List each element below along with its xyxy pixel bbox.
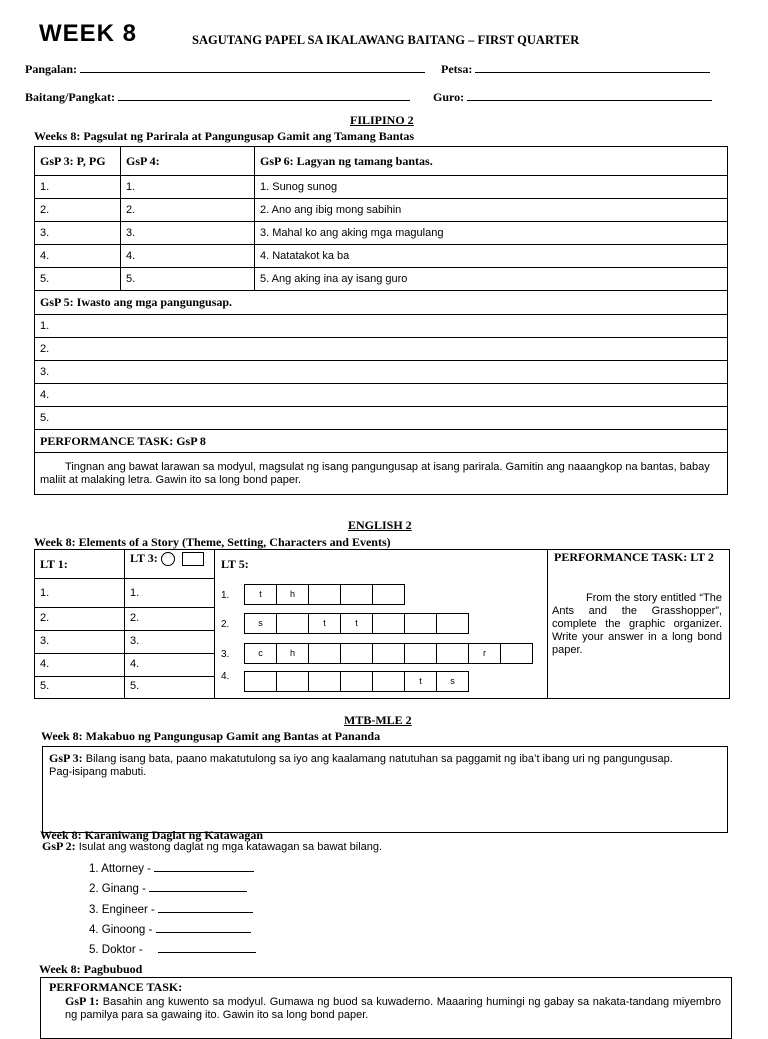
abbr-item	[89, 901, 253, 916]
mtb-week-title: Week 8: Makabuo ng Pangungusap Gamit ang Bantas at Pananda	[41, 729, 381, 743]
lt1-item[interactable]: 3.	[40, 635, 50, 647]
abbr-term: 5. Doktor -	[89, 944, 143, 956]
gsp3-box[interactable]	[42, 746, 728, 833]
answer-cell[interactable]: 2.	[121, 199, 255, 222]
letter-box[interactable]	[308, 671, 341, 692]
filipino-pt-text: Tingnan ang bawat larawan sa modyul, magsulat ng isang pangungusap at isang parirala. Gamitin ang naaangkop na bantas, babay maliit at malaking letra. Gawin ito sa long bond paper.	[35, 453, 728, 495]
abbr-item	[89, 860, 254, 875]
word-num: 4.	[221, 671, 230, 682]
sentence-cell[interactable]: 1. Sunog sunog	[255, 176, 728, 199]
lt1-item[interactable]: 2.	[40, 612, 50, 624]
col-gsp6: GsP 6: Lagyan ng tamang bantas.	[255, 147, 728, 176]
letter-box[interactable]	[436, 613, 469, 634]
lt3-item[interactable]: 4.	[130, 658, 140, 670]
letter-box[interactable]: c	[244, 643, 277, 664]
word-row	[221, 671, 469, 692]
filipino-subject: FILIPINO 2	[350, 113, 414, 127]
gsp2-text: Isulat ang wastong daglat ng mga katawagan sa bawat bilang.	[78, 841, 383, 853]
letter-box[interactable]	[372, 671, 405, 692]
table-row	[35, 176, 728, 199]
english-grid	[34, 549, 730, 699]
lt5-label: LT 5:	[221, 557, 249, 571]
mtb-week3-title: Week 8: Pagbubuod	[39, 962, 143, 976]
divider	[35, 578, 215, 579]
gsp1-block	[65, 995, 721, 1022]
letter-box[interactable]: t	[404, 671, 437, 692]
gsp2-label: GsP 2:	[42, 839, 76, 853]
grade-section-field[interactable]	[25, 89, 410, 105]
word-row	[221, 613, 469, 634]
mtb-subject: MTB-MLE 2	[344, 713, 412, 727]
grade-section-line[interactable]	[118, 89, 410, 101]
divider	[35, 676, 215, 677]
letter-box[interactable]: t	[340, 613, 373, 634]
abbr-item	[89, 941, 256, 956]
sheet-title: SAGUTANG PAPEL SA IKALAWANG BAITANG – FIRST QUARTER	[192, 33, 580, 47]
date-line[interactable]	[475, 61, 710, 73]
table-row	[35, 222, 728, 245]
answer-cell[interactable]: 3.	[121, 222, 255, 245]
col-gsp4: GsP 4:	[121, 147, 255, 176]
letter-box[interactable]	[308, 643, 341, 664]
filipino-week-title: Weeks 8: Pagsulat ng Parirala at Pangungusap Gamit ang Tamang Bantas	[34, 129, 415, 143]
correction-line[interactable]: 5.	[35, 407, 728, 430]
grade-section-label: Baitang/Pangkat:	[25, 90, 116, 104]
letter-box[interactable]: r	[468, 643, 501, 664]
letter-box[interactable]	[372, 613, 405, 634]
gsp5-title: GsP 5: Iwasto ang mga pangungusap.	[35, 291, 728, 315]
english-pt-title: PERFORMANCE TASK: LT 2	[554, 550, 714, 564]
mtb-week2-title: Week 8: Karaniwang Daglat ng Katawagan	[40, 828, 264, 842]
mtb-pt-title: PERFORMANCE TASK:	[49, 980, 183, 994]
word-num: 2.	[221, 619, 230, 631]
teacher-label: Guro:	[433, 90, 465, 104]
lt3-item[interactable]: 2.	[130, 612, 140, 624]
lt1-label: LT 1:	[40, 557, 68, 571]
teacher-field[interactable]	[433, 89, 712, 105]
answer-cell[interactable]: 1.	[121, 176, 255, 199]
answer-cell[interactable]: 4.	[121, 245, 255, 268]
name-field[interactable]	[25, 61, 425, 77]
letter-box[interactable]	[340, 643, 373, 664]
gsp3-text: Bilang isang bata, paano makatutulong sa iyo ang kaalamang natutuhan sa paggamit ng iba’t ibang uri ng pangungusap. Pag-isipang mabuti.	[49, 753, 673, 778]
divider	[547, 550, 548, 698]
correction-line[interactable]: 4.	[35, 384, 728, 407]
table-row	[35, 199, 728, 222]
abbr-item	[89, 880, 247, 895]
abbr-item	[89, 921, 251, 936]
sentence-cell[interactable]: 5. Ang aking ina ay isang guro	[255, 268, 728, 291]
gsp1-text: Basahin ang kuwento sa modyul. Gumawa ng buod sa kuwaderno. Maaaring humingi ng gabay sa nakata-tandang miyembro ng pamilya para sa gawaing ito. Gawin ito sa long bond paper.	[65, 996, 721, 1021]
answer-cell[interactable]: 3.	[35, 222, 121, 245]
answer-cell[interactable]: 1.	[35, 176, 121, 199]
letter-box[interactable]	[244, 671, 277, 692]
letter-box[interactable]	[276, 613, 309, 634]
lt1-item[interactable]: 5.	[40, 680, 50, 692]
answer-line[interactable]	[154, 860, 254, 872]
abbr-term: 2. Ginang -	[89, 883, 146, 895]
sentence-cell[interactable]: 3. Mahal ko ang aking mga magulang	[255, 222, 728, 245]
answer-line[interactable]	[156, 921, 251, 933]
gsp3-label: GsP 3:	[49, 751, 83, 765]
letter-box[interactable]	[436, 643, 469, 664]
answer-line[interactable]	[158, 901, 253, 913]
filipino-pt-title: PERFORMANCE TASK: GsP 8	[35, 430, 728, 453]
word-row	[221, 584, 405, 605]
date-field[interactable]	[441, 61, 710, 77]
word-num: 1.	[221, 590, 230, 602]
square-icon	[182, 552, 204, 566]
date-label: Petsa:	[441, 62, 473, 76]
answer-cell[interactable]: 5.	[121, 268, 255, 291]
word-num: 3.	[221, 649, 230, 661]
lt3-header	[130, 551, 204, 566]
summary-task-box	[40, 977, 732, 1039]
letter-box[interactable]	[372, 584, 405, 605]
divider	[35, 630, 215, 631]
answer-cell[interactable]: 2.	[35, 199, 121, 222]
gsp2-block	[42, 840, 382, 854]
name-label: Pangalan:	[25, 62, 78, 76]
answer-cell[interactable]: 4.	[35, 245, 121, 268]
letter-box[interactable]	[372, 643, 405, 664]
lt3-item[interactable]: 1.	[130, 587, 140, 599]
answer-line[interactable]	[149, 880, 247, 892]
english-pt-text: From the story entitled “The Ants and the Grasshopper”, complete the graphic organizer. Write your answer in a long bond paper.	[552, 592, 722, 656]
letter-box[interactable]: h	[276, 584, 309, 605]
letter-box[interactable]	[500, 643, 533, 664]
abbr-term: 1. Attorney -	[89, 863, 152, 875]
letter-box[interactable]: h	[276, 643, 309, 664]
lt1-item[interactable]: 4.	[40, 658, 50, 670]
lt1-item[interactable]: 1.	[40, 587, 50, 599]
sentence-cell[interactable]: 2. Ano ang ibig mong sabihin	[255, 199, 728, 222]
letter-box[interactable]: s	[244, 613, 277, 634]
word-row	[221, 643, 533, 664]
answer-line[interactable]	[158, 941, 256, 953]
divider	[35, 607, 215, 608]
letter-box[interactable]	[276, 671, 309, 692]
correction-line[interactable]: 2.	[35, 338, 728, 361]
english-week-title: Week 8: Elements of a Story (Theme, Setting, Characters and Events)	[34, 535, 391, 549]
lt3-label: LT 3:	[130, 551, 158, 565]
lt3-item[interactable]: 5.	[130, 680, 140, 692]
letter-box[interactable]: t	[308, 613, 341, 634]
letter-box[interactable]	[308, 584, 341, 605]
correction-line[interactable]: 1.	[35, 315, 728, 338]
gsp1-label: GsP 1:	[65, 994, 100, 1008]
week-heading: WEEK 8	[39, 20, 138, 47]
name-line[interactable]	[80, 61, 425, 73]
answer-cell[interactable]: 5.	[35, 268, 121, 291]
letter-box[interactable]	[404, 613, 437, 634]
abbr-term: 4. Ginoong -	[89, 924, 153, 936]
correction-line[interactable]: 3.	[35, 361, 728, 384]
table-row	[35, 268, 728, 291]
english-subject: ENGLISH 2	[348, 518, 412, 532]
abbr-term: 3. Engineer -	[89, 904, 155, 916]
filipino-table	[34, 146, 728, 495]
lt3-item[interactable]: 3.	[130, 635, 140, 647]
letter-box[interactable]	[340, 671, 373, 692]
letter-box[interactable]: t	[244, 584, 277, 605]
letter-box[interactable]	[404, 643, 437, 664]
teacher-line[interactable]	[467, 89, 712, 101]
divider	[35, 653, 215, 654]
letter-box[interactable]	[340, 584, 373, 605]
gsp3-text-block	[49, 752, 689, 779]
col-gsp3: GsP 3: P, PG	[35, 147, 121, 176]
letter-box[interactable]: s	[436, 671, 469, 692]
table-row	[35, 245, 728, 268]
sentence-cell[interactable]: 4. Natatakot ka ba	[255, 245, 728, 268]
circle-icon	[161, 552, 175, 566]
